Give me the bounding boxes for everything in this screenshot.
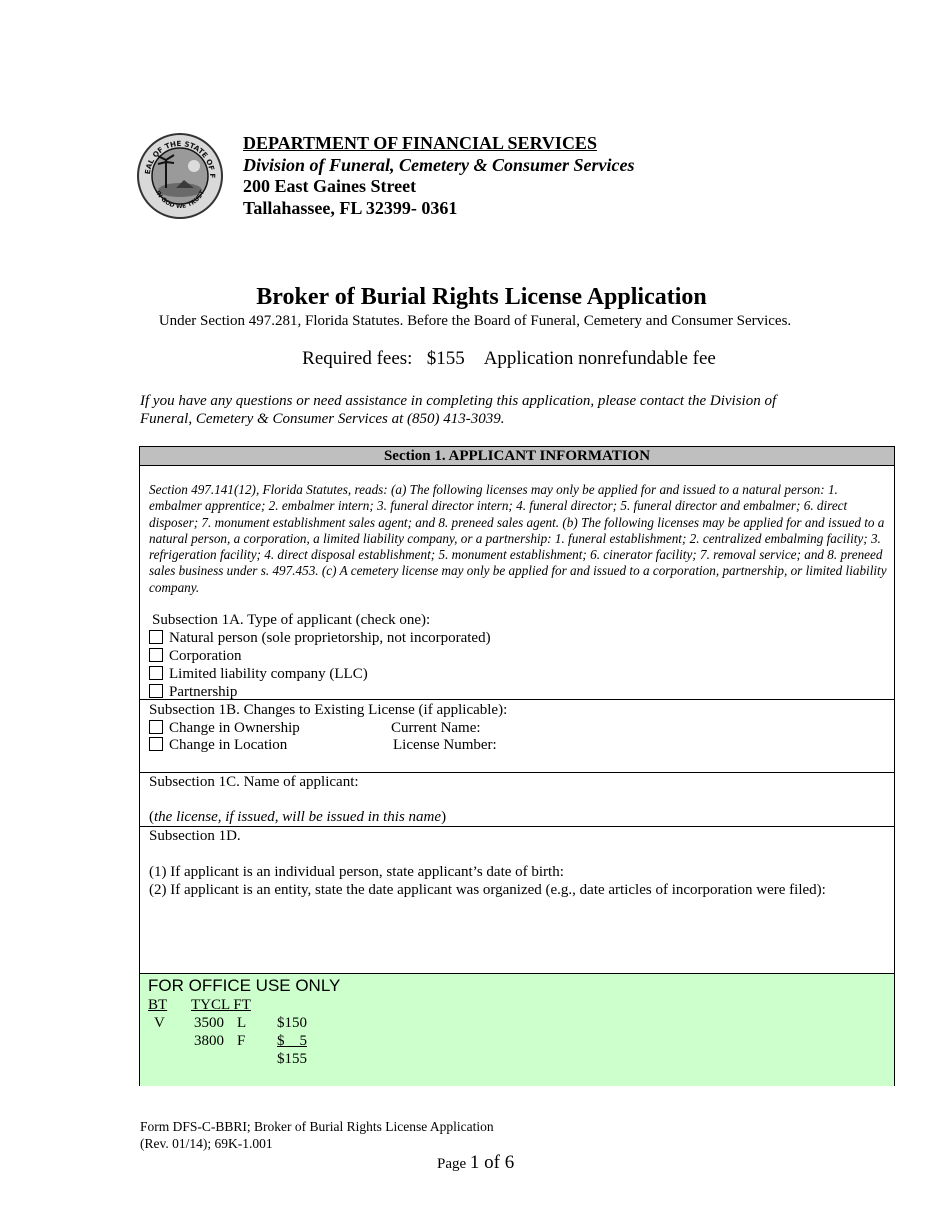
change-location-checkbox[interactable] bbox=[149, 737, 163, 751]
section-heading: Section 1. APPLICANT INFORMATION bbox=[140, 447, 894, 466]
bt-column-header: BT bbox=[148, 997, 168, 1013]
change-in-location-option[interactable]: Change in Location bbox=[149, 736, 287, 754]
license-number-label: License Number: bbox=[393, 737, 497, 753]
subsection-1c-heading: Subsection 1C. Name of applicant: bbox=[149, 774, 359, 790]
llc-checkbox[interactable] bbox=[149, 666, 163, 680]
division-name: Division of Funeral, Cemetery & Consumer Services bbox=[243, 154, 635, 175]
applicant-type-llc[interactable]: Limited liability company (LLC) bbox=[149, 665, 368, 683]
applicant-name-note: (the license, if issued, will be issued in this name) bbox=[149, 809, 447, 825]
date-organized-question: (2) If applicant is an entity, state the date applicant was organized (e.g., date articles of incorporation were filed): bbox=[149, 882, 826, 898]
fees-description: Application nonrefundable fee bbox=[483, 348, 716, 369]
ft-value: L bbox=[237, 1015, 247, 1031]
tycl-value: 3800 bbox=[194, 1033, 224, 1049]
page-number: Page 1 of 6 bbox=[437, 1152, 515, 1173]
tycl-column-header: TYCL FT bbox=[191, 997, 251, 1013]
applicant-type-corporation[interactable]: Corporation bbox=[149, 647, 242, 665]
subsection-1a-heading: Subsection 1A. Type of applicant (check one): bbox=[152, 612, 431, 628]
fee-total: $155 bbox=[277, 1051, 307, 1067]
city-address: Tallahassee, FL 32399- 0361 bbox=[243, 197, 458, 218]
fees-amount: $155 bbox=[426, 348, 465, 369]
street-address: 200 East Gaines Street bbox=[243, 176, 417, 196]
fee-amount: $ 5 bbox=[277, 1033, 307, 1049]
tycl-value: 3500 bbox=[194, 1015, 224, 1031]
applicant-type-partnership[interactable]: Partnership bbox=[149, 683, 237, 701]
office-use-only-box bbox=[140, 973, 894, 1086]
divider bbox=[140, 699, 894, 700]
florida-state-seal bbox=[136, 132, 224, 220]
date-of-birth-question: (1) If applicant is an individual person, state applicant’s date of birth: bbox=[149, 864, 564, 880]
subsection-1b-heading: Subsection 1B. Changes to Existing License (if applicable): bbox=[149, 702, 508, 718]
page-title: Broker of Burial Rights License Application bbox=[256, 284, 707, 310]
natural-person-checkbox[interactable] bbox=[149, 630, 163, 644]
agency-address-block bbox=[243, 133, 635, 219]
fees-label: Required fees: bbox=[302, 348, 413, 369]
partnership-checkbox[interactable] bbox=[149, 684, 163, 698]
page-subtitle: Under Section 497.281, Florida Statutes. Before the Board of Funeral, Cemetery and Consumer Services. bbox=[158, 313, 792, 329]
fee-amount: $150 bbox=[277, 1015, 307, 1031]
contact-note: If you have any questions or need assistance in completing this application, please contact the Division of Funeral, Cemetery & Consumer Services at (850) 413-3039. bbox=[140, 393, 777, 427]
subsection-1d-heading: Subsection 1D. bbox=[149, 828, 241, 844]
divider bbox=[140, 826, 894, 827]
bt-value: V bbox=[154, 1015, 165, 1031]
required-fees bbox=[0, 348, 950, 370]
svg-text:IN GOD WE TRUST: IN GOD WE TRUST bbox=[154, 189, 206, 211]
applicant-type-natural-person[interactable]: Natural person (sole proprietorship, not incorporated) bbox=[149, 629, 491, 647]
form-identifier: Form DFS-C-BBRI; Broker of Burial Rights License Application bbox=[140, 1119, 494, 1134]
statute-text: Section 497.141(12), Florida Statutes, reads: (a) The following licenses may only be applied for and issued to a natural person: 1. embalmer apprentice; 2. embalmer intern; 3. funeral director intern; 4. funeral director; 5. funeral director and embalmer; 6. direct disposer; 7. monument establishment sales agent; and 8. preneed sales agent. (b) The following licenses may be applied for and issued to a natural person, a corporation, a limited liability company, or a partnership: 1. funeral establishment; 2. centralized embalming facility; 3. refrigeration facility; 4. direct disposal establishment; 5. monument establishment; 6. cinerator facility; 7. removal service; and 8. preneed sales business under s. 497.453. (c) A cemetery license may only be applied for and issued to a corporation, partnership, or limited liability company. bbox=[149, 482, 887, 595]
form-footer bbox=[140, 1119, 494, 1152]
ft-value: F bbox=[237, 1033, 246, 1049]
applicant-information-section bbox=[139, 446, 895, 1086]
department-name: DEPARTMENT OF FINANCIAL SERVICES bbox=[243, 133, 597, 153]
svg-text:GREAT SEAL OF THE STATE OF FLO: EAL OF THE STATE OF F bbox=[142, 138, 218, 179]
office-use-heading: FOR OFFICE USE ONLY bbox=[148, 976, 341, 995]
corporation-checkbox[interactable] bbox=[149, 648, 163, 662]
change-in-ownership-option[interactable]: Change in Ownership bbox=[149, 719, 300, 737]
change-ownership-checkbox[interactable] bbox=[149, 720, 163, 734]
current-name-label: Current Name: bbox=[391, 720, 481, 736]
form-revision: (Rev. 01/14); 69K-1.001 bbox=[140, 1135, 273, 1151]
